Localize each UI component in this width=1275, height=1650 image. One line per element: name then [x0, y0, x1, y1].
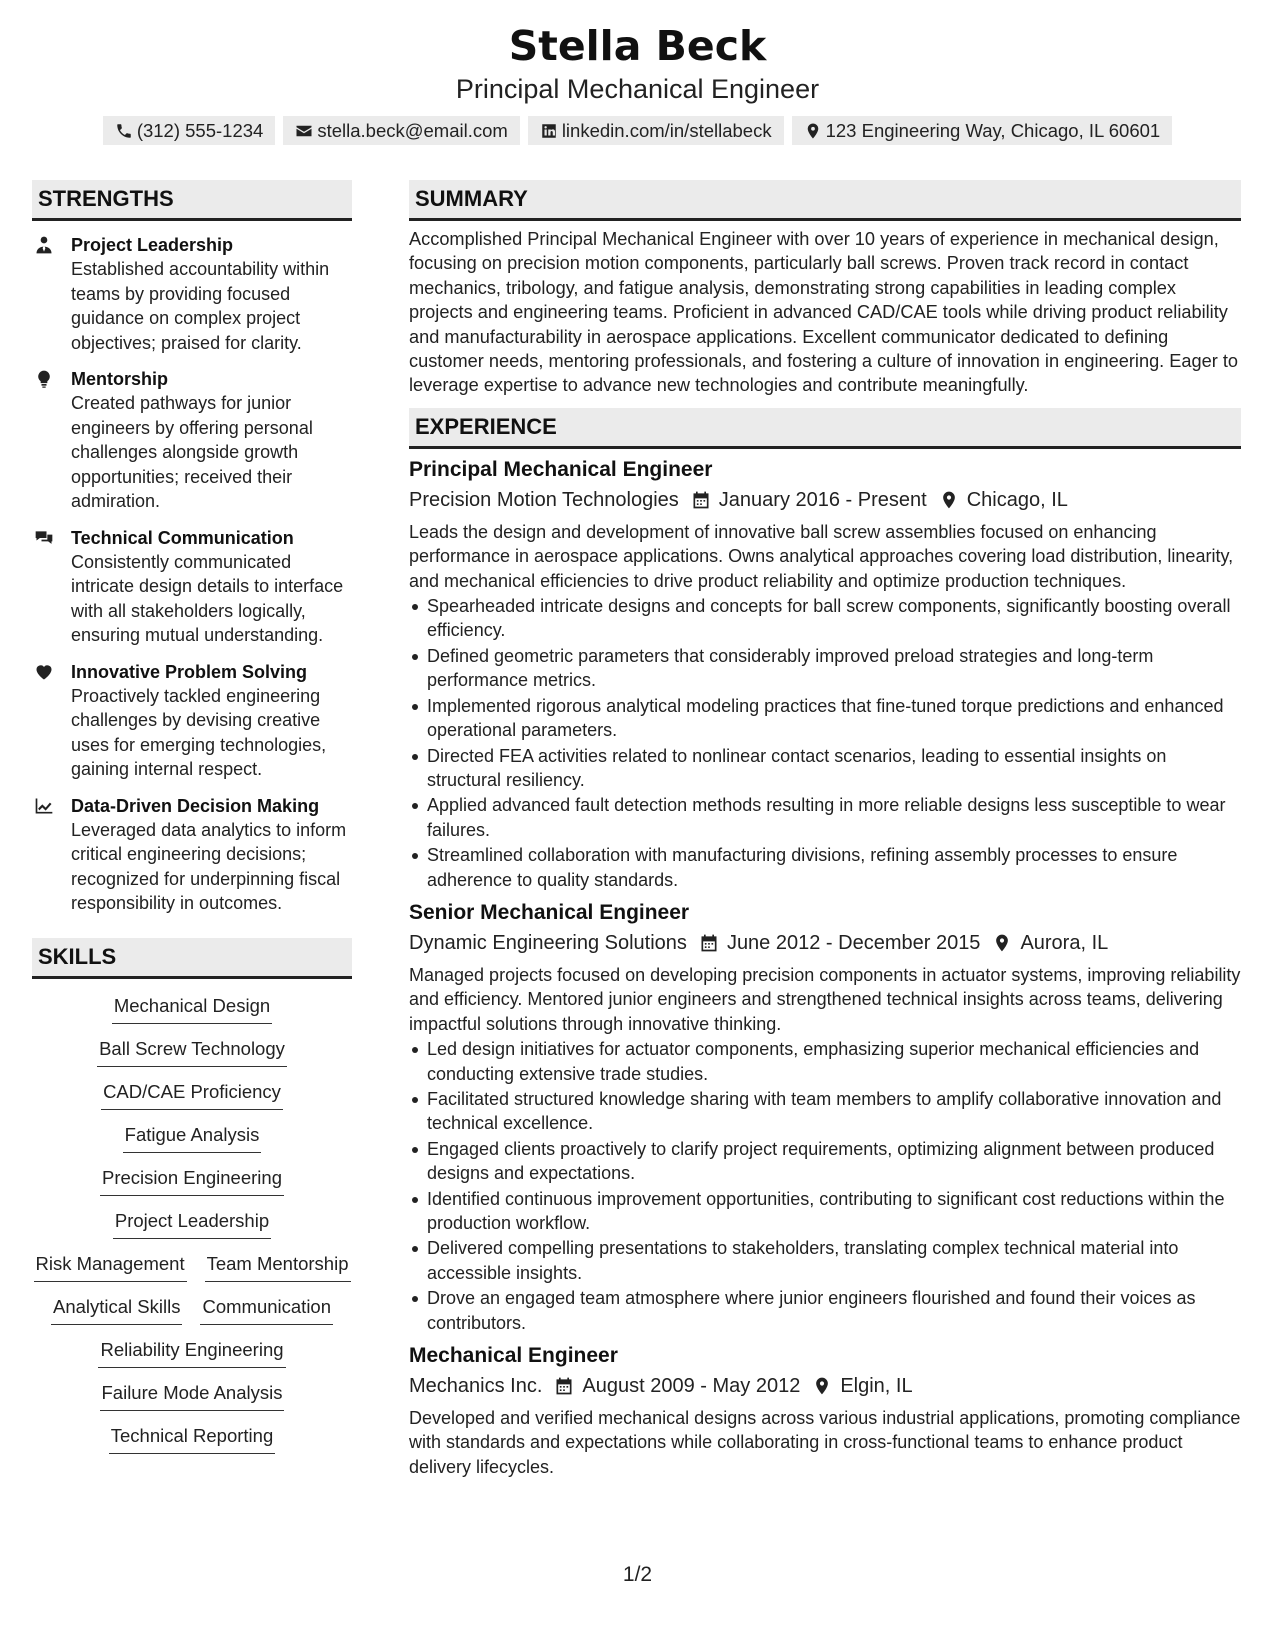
job-entry	[409, 1342, 1241, 1479]
person-tie-icon	[34, 235, 54, 255]
skill-tag: Analytical Skills	[51, 1295, 183, 1325]
skill-tag: Mechanical Design	[112, 994, 272, 1024]
skill-tag: CAD/CAE Proficiency	[101, 1080, 283, 1110]
lightbulb-icon	[34, 369, 54, 389]
job-company: Dynamic Engineering Solutions	[409, 931, 687, 954]
bullet-item: Defined geometric parameters that considerably improved preload strategies and long-term performance metrics.	[427, 644, 1241, 693]
bullet-item: Directed FEA activities related to nonlinear contact scenarios, leading to essential insights on structural resiliency.	[427, 744, 1241, 793]
candidate-title: Principal Mechanical Engineer	[455, 74, 820, 104]
strengths-list	[32, 233, 352, 916]
strength-title: Data-Driven Decision Making	[71, 795, 320, 816]
strength-desc: Consistently communicated intricate design details to interface with all stakeholders logically, ensuring mutual understanding.	[71, 551, 344, 645]
contact-email[interactable]	[283, 116, 519, 145]
map-pin-icon	[812, 1376, 832, 1396]
job-location: Chicago, IL	[966, 488, 1068, 511]
map-pin-icon	[804, 122, 822, 140]
calendar-icon	[699, 933, 719, 953]
strength-title: Technical Communication	[71, 527, 294, 548]
heart-icon	[34, 662, 54, 682]
job-location: Elgin, IL	[840, 1375, 913, 1398]
summary-text: Accomplished Principal Mechanical Engineer with over 10 years of experience in mechanical design, focusing on precision motion components, particularly ball screws. Proven track record in contact mechanics, tribology, and fatigue analysis, demonstrating strong capabilities in leading complex projects and engineering teams. Proficient in advanced CAD/CAE tools while driving product reliability and manufacturability in aerospace applications. Excellent communicator dedicated to defining customer needs, mentoring professionals, and fostering a culture of innovation in engineering. Eager to leverage expertise to advance new technologies and contribute meaningfully.	[409, 229, 1239, 396]
job-entry	[409, 456, 1241, 892]
bullet-item: Streamlined collaboration with manufacturing divisions, refining assembly processes to ensure adherence to quality standards.	[427, 843, 1241, 892]
bullet-item: Facilitated structured knowledge sharing with team members to amplify collaborative innovation and technical excellence.	[427, 1087, 1241, 1136]
strength-desc: Proactively tackled engineering challenges by devising creative uses for emerging technologies, gaining internal respect.	[71, 685, 327, 779]
job-title: Principal Mechanical Engineer	[409, 457, 713, 481]
job-description: Developed and verified mechanical designs across various industrial applications, promoting compliance with standards and expectations while collaborating in cross-functional teams to enhance product delivery lifecycles.	[409, 1408, 1241, 1477]
strengths-heading: STRENGTHS	[32, 180, 352, 221]
chart-line-icon	[34, 796, 54, 816]
job-company: Mechanics Inc.	[409, 1375, 543, 1398]
strength-desc: Leveraged data analytics to inform critical engineering decisions; recognized for underpinning fiscal responsibility in outcomes.	[71, 819, 347, 913]
strength-item	[32, 233, 352, 355]
skill-tag: Project Leadership	[113, 1209, 271, 1239]
job-title: Mechanical Engineer	[409, 1344, 618, 1368]
map-pin-icon	[939, 490, 959, 510]
email-text: stella.beck@email.com	[317, 119, 508, 141]
contact-bar	[0, 116, 1275, 145]
skills-heading: SKILLS	[32, 938, 352, 979]
job-bullets	[409, 1037, 1241, 1335]
calendar-icon	[554, 1376, 574, 1396]
strength-item	[32, 660, 352, 782]
job-description: Managed projects focused on developing precision components in actuator systems, improving reliability and efficiency. Mentored junior engineers and strengthened technical insights across teams, delivering impactful solutions through innovative thinking.	[409, 964, 1241, 1034]
strength-item	[32, 794, 352, 916]
skill-tag: Technical Reporting	[109, 1424, 275, 1454]
map-pin-icon	[992, 933, 1012, 953]
phone-icon	[115, 122, 133, 140]
experience-heading: EXPERIENCE	[409, 408, 1241, 449]
strength-title: Mentorship	[71, 369, 168, 389]
job-company: Precision Motion Technologies	[409, 488, 679, 511]
comments-icon	[34, 528, 54, 548]
bullet-item: Applied advanced fault detection methods resulting in more reliable designs less susceptible to wear failures.	[427, 793, 1241, 842]
summary-heading: SUMMARY	[409, 180, 1241, 221]
bullet-item: Implemented rigorous analytical modeling practices that fine-tuned torque predictions and enhanced operational parameters.	[427, 694, 1241, 743]
skill-tag: Communication	[200, 1295, 333, 1325]
strength-item	[32, 367, 352, 514]
skill-tag: Fatigue Analysis	[123, 1123, 262, 1153]
contact-linkedin[interactable]	[528, 116, 784, 145]
bullet-item: Identified continuous improvement opportunities, contributing to significant cost reductions within the production workflow.	[427, 1187, 1241, 1236]
left-column	[32, 180, 352, 1454]
candidate-name: Stella Beck	[508, 22, 767, 70]
skills-list	[32, 979, 352, 1454]
linkedin-icon	[540, 122, 558, 140]
skill-tag: Ball Screw Technology	[97, 1037, 287, 1067]
contact-address	[792, 116, 1173, 145]
bullet-item: Led design initiatives for actuator components, emphasizing superior mechanical efficiencies and conducting extensive trade studies.	[427, 1037, 1241, 1086]
resume-header	[0, 0, 1275, 145]
strength-desc: Created pathways for junior engineers by offering personal challenges alongside growth opportunities; received their admiration.	[71, 393, 313, 511]
job-location: Aurora, IL	[1020, 931, 1109, 954]
job-dates: June 2012 - December 2015	[726, 931, 981, 954]
bullet-item: Spearheaded intricate designs and concepts for ball screw components, significantly boosting overall efficiency.	[427, 594, 1241, 643]
strength-item	[32, 526, 352, 648]
linkedin-text: linkedin.com/in/stellabeck	[561, 119, 772, 141]
skill-tag: Precision Engineering	[100, 1166, 284, 1196]
job-meta	[409, 1370, 1241, 1402]
strength-title: Innovative Problem Solving	[71, 661, 308, 682]
strength-desc: Established accountability within teams by providing focused guidance on complex project objectives; praised for clarity.	[71, 259, 330, 353]
job-title: Senior Mechanical Engineer	[409, 900, 690, 924]
envelope-icon	[295, 122, 313, 140]
job-bullets	[409, 594, 1241, 892]
page-number: 1/2	[622, 1563, 653, 1586]
skill-tag: Failure Mode Analysis	[100, 1381, 285, 1411]
job-entry	[409, 899, 1241, 1335]
job-description: Leads the design and development of innovative ball screw assemblies focused on enhancing performance in aerospace applications. Owns analytical approaches covering load distribution, linearity, and mechanical efficiencies to drive product reliability and optimize production techniques.	[409, 521, 1234, 591]
job-dates: January 2016 - Present	[718, 488, 927, 511]
job-dates: August 2009 - May 2012	[582, 1375, 801, 1398]
bullet-item: Delivered compelling presentations to stakeholders, translating complex technical material into accessible insights.	[427, 1236, 1241, 1285]
job-meta	[409, 484, 1241, 516]
skill-tag: Reliability Engineering	[98, 1338, 285, 1368]
phone-text: (312) 555-1234	[136, 119, 264, 141]
skill-tag: Team Mentorship	[205, 1252, 351, 1282]
job-meta	[409, 927, 1241, 959]
skill-tag: Risk Management	[34, 1252, 187, 1282]
strength-title: Project Leadership	[71, 235, 234, 255]
right-column	[409, 180, 1241, 1479]
bullet-item: Engaged clients proactively to clarify project requirements, optimizing alignment between produced designs and expectations.	[427, 1137, 1241, 1186]
contact-phone[interactable]	[103, 116, 276, 145]
address-text: 123 Engineering Way, Chicago, IL 60601	[825, 119, 1161, 141]
bullet-item: Drove an engaged team atmosphere where junior engineers flourished and found their voices as contributors.	[427, 1286, 1241, 1335]
calendar-icon	[691, 490, 711, 510]
